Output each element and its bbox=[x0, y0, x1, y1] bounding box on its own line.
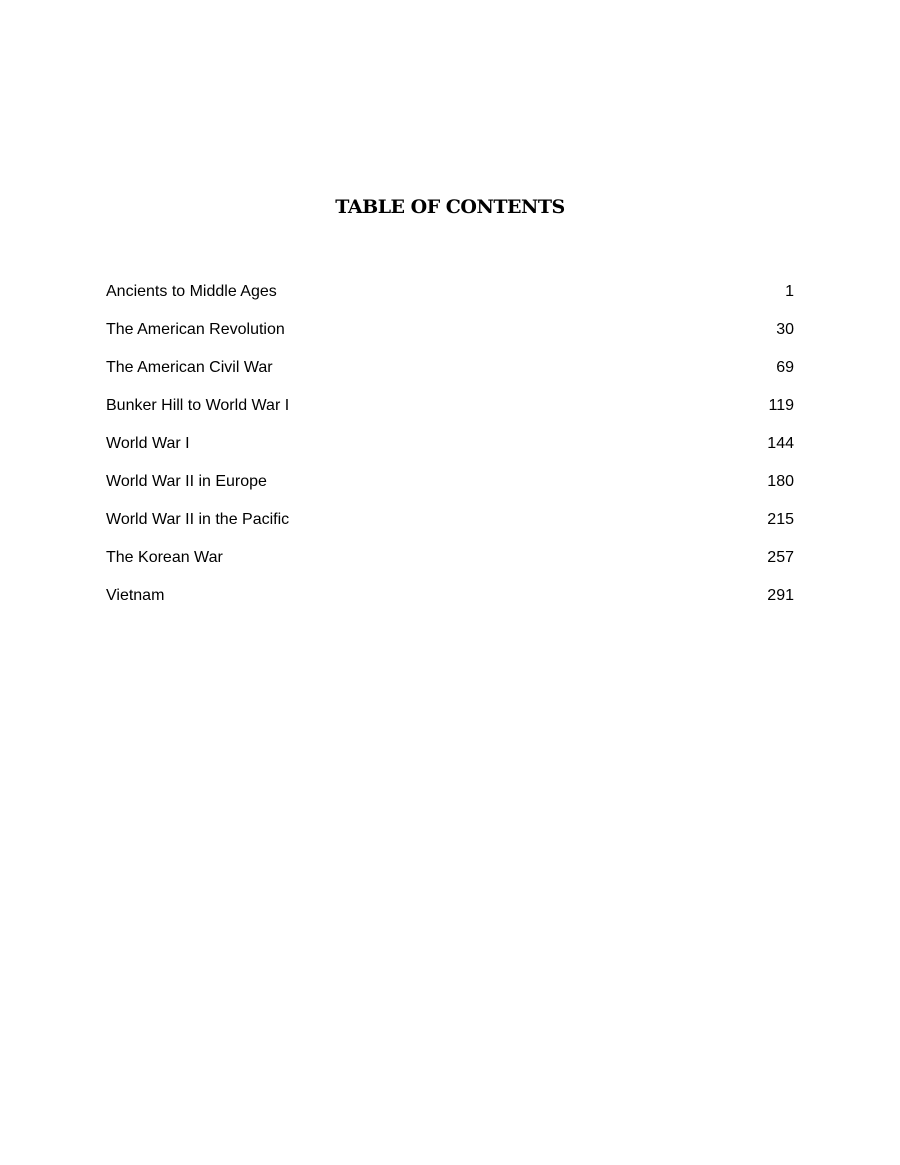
toc-entry-page: 119 bbox=[768, 397, 794, 414]
toc-entry-page: 144 bbox=[767, 435, 794, 452]
toc-entry bbox=[106, 509, 794, 547]
toc-entry bbox=[106, 433, 794, 471]
toc-entry-page: 291 bbox=[767, 587, 794, 604]
toc-entry-label: Vietnam bbox=[106, 587, 165, 604]
toc-entry bbox=[106, 471, 794, 509]
toc-entry-label: The Korean War bbox=[106, 549, 223, 566]
toc-entry-label: World War I bbox=[106, 435, 190, 452]
toc-entry-label: World War II in Europe bbox=[106, 473, 267, 490]
toc-entry bbox=[106, 585, 794, 623]
toc-entry-page: 30 bbox=[776, 321, 794, 338]
toc-entry-label: Ancients to Middle Ages bbox=[106, 283, 277, 300]
toc-entry bbox=[106, 395, 794, 433]
toc-entry bbox=[106, 357, 794, 395]
toc-list bbox=[106, 281, 794, 623]
toc-entry-label: The American Revolution bbox=[106, 321, 285, 338]
toc-entry bbox=[106, 281, 794, 319]
toc-entry-label: World War II in the Pacific bbox=[106, 511, 290, 528]
toc-entry-page: 215 bbox=[767, 511, 794, 528]
toc-entry-page: 1 bbox=[785, 283, 794, 300]
toc-entry-page: 69 bbox=[776, 359, 794, 376]
toc-entry bbox=[106, 319, 794, 357]
toc-title: TABLE OF CONTENTS bbox=[335, 196, 565, 218]
toc-entry-page: 180 bbox=[767, 473, 794, 490]
toc-entry-page: 257 bbox=[767, 549, 794, 566]
toc-entry bbox=[106, 547, 794, 585]
toc-entry-label: Bunker Hill to World War I bbox=[106, 397, 290, 414]
toc-entry-label: The American Civil War bbox=[106, 359, 273, 376]
